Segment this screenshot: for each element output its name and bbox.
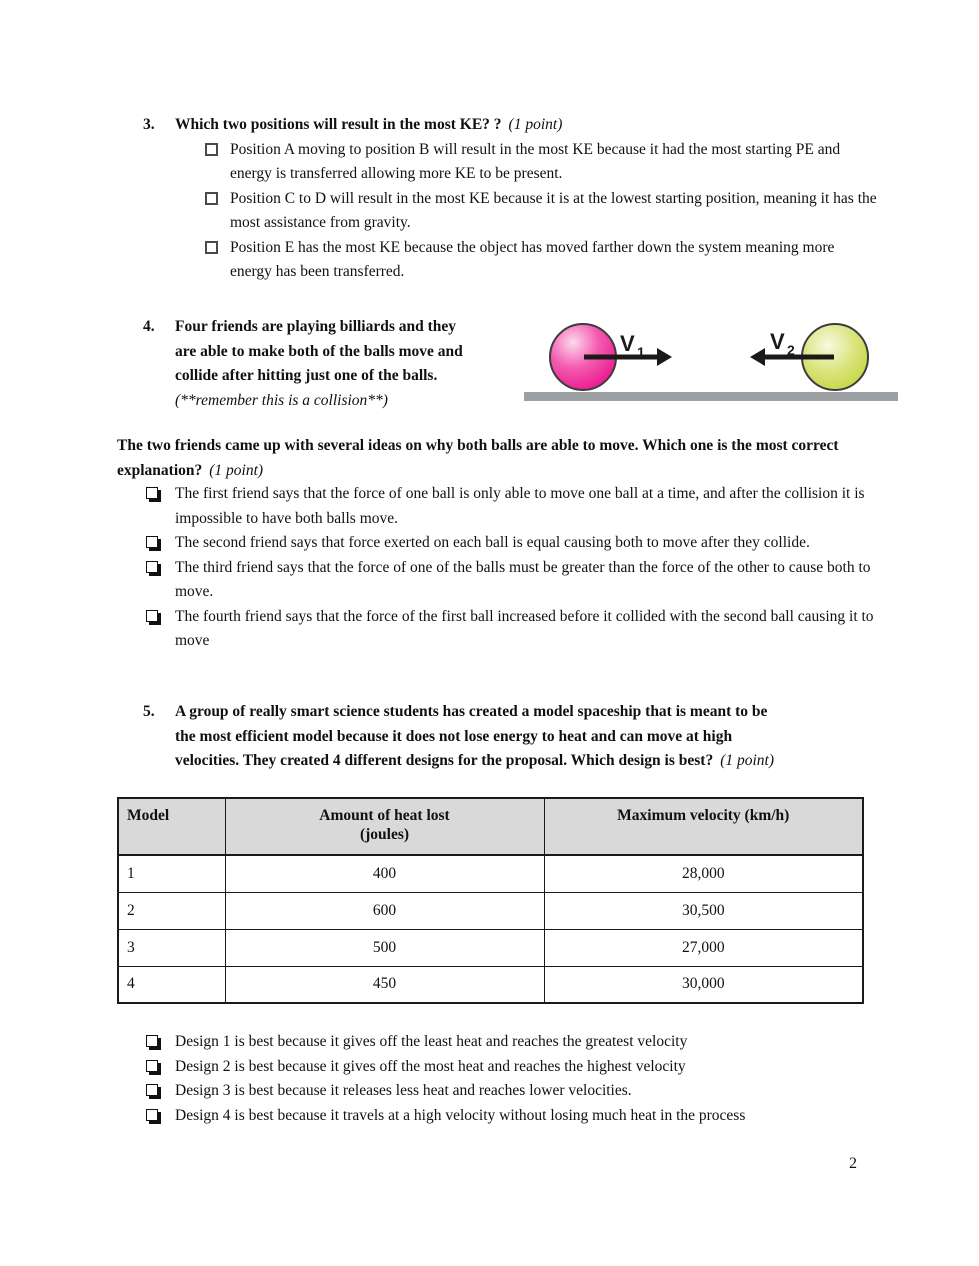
cell-heat: 500 [225, 929, 544, 966]
option-label: The third friend says that the force of one of the balls must be greater than the force of the other to cause both to move. [175, 558, 871, 600]
cell-velocity: 28,000 [544, 855, 863, 892]
answer-option [145, 556, 905, 605]
checkbox[interactable] [146, 487, 158, 499]
checkbox[interactable] [205, 143, 218, 156]
answer-option [205, 236, 879, 285]
answer-option [145, 605, 905, 654]
answer-option [145, 482, 905, 531]
option-label: The fourth friend says that the force of the first ball increased before it collided with the second ball causing it to move [175, 607, 874, 649]
option-label: Position C to D will result in the most KE because it is at the lowest starting position, meaning it has the most assistance from gravity. [230, 189, 877, 231]
cell-velocity: 30,500 [544, 892, 863, 929]
cell-model: 2 [118, 892, 225, 929]
page-number: 2 [849, 1155, 857, 1172]
v1-label: V [620, 331, 635, 356]
question-4-points: (1 point) [209, 461, 264, 479]
cell-heat: 400 [225, 855, 544, 892]
answer-option [145, 1079, 925, 1104]
cell-model: 3 [118, 929, 225, 966]
question-5-options [145, 1030, 925, 1128]
question-3-heading [143, 113, 879, 138]
table-row [118, 966, 863, 1003]
answer-option [205, 138, 879, 187]
answer-option [145, 531, 905, 556]
v1-arrowhead [657, 348, 672, 366]
question-3 [143, 113, 879, 285]
option-label: Position A moving to position B will result in the most KE because it had the most starting PE and energy is transferred allowing more KE to be present. [230, 140, 841, 182]
table-row [118, 929, 863, 966]
question-4-options [145, 482, 905, 654]
answer-option [205, 187, 879, 236]
answer-option [145, 1030, 925, 1055]
question-5-points: (1 point) [720, 752, 775, 769]
option-label: Design 4 is best because it travels at a high velocity without losing much heat in the process [175, 1106, 746, 1124]
header-model: Model [118, 798, 225, 855]
option-label: Design 1 is best because it gives off the least heat and reaches the greatest velocity [175, 1033, 688, 1050]
question-3-number: 3. [143, 116, 155, 133]
question-4-title [175, 315, 463, 413]
cell-model: 4 [118, 966, 225, 1003]
question-4-note: (**remember this is a collision**) [175, 391, 388, 409]
question-5-number: 5. [143, 703, 155, 720]
option-label: The first friend says that the force of one ball is only able to move one ball at a time, and after the collision it is impossible to have both balls move. [175, 485, 865, 527]
cell-velocity: 27,000 [544, 929, 863, 966]
question-3-options [205, 138, 879, 285]
answer-option [145, 1104, 925, 1129]
cell-heat: 600 [225, 892, 544, 929]
question-5-title [175, 700, 774, 774]
checkbox[interactable] [146, 536, 158, 548]
option-label: Design 3 is best because it releases less heat and reaches lower velocities. [175, 1082, 632, 1099]
v2-subscript: 2 [787, 342, 795, 358]
checkbox[interactable] [146, 610, 158, 622]
title-line: velocities. They created 4 different designs for the proposal. Which design is best? (1 point) [175, 752, 775, 769]
checkbox[interactable] [146, 1084, 158, 1096]
v1-subscript: 1 [637, 344, 645, 360]
title-line: Four friends are playing billiards and they [175, 318, 457, 335]
header-velocity: Maximum velocity (km/h) [544, 798, 863, 855]
question-4-number: 4. [143, 318, 155, 335]
option-label: Position E has the most KE because the object has moved farther down the system meaning more energy has been transferred. [230, 238, 835, 280]
checkbox[interactable] [146, 1109, 158, 1121]
table-row [118, 855, 863, 892]
header-heat: Amount of heat lost (joules) [225, 798, 544, 855]
title-line: A group of really smart science students has created a model spaceship that is meant to be [175, 703, 768, 720]
checkbox[interactable] [205, 241, 218, 254]
question-3-title: Which two positions will result in the most KE? ? (1 point) [175, 116, 563, 133]
question-4-prompt-text: The two friends came up with several ideas on why both balls are able to move. Which one is the most correct explanation? [117, 437, 839, 479]
table-surface [524, 392, 898, 401]
title-line: collide after hitting just one of the balls. [175, 367, 438, 384]
question-5 [143, 700, 923, 774]
checkbox[interactable] [146, 1060, 158, 1072]
question-4-prompt [117, 434, 865, 483]
title-line: are able to make both of the balls move and [175, 342, 463, 360]
option-label: Design 2 is best because it gives off the most heat and reaches the highest velocity [175, 1057, 686, 1075]
billiards-figure [524, 315, 904, 403]
answer-option [145, 1055, 925, 1080]
option-label: The second friend says that force exerted on each ball is equal causing both to move after they collide. [175, 534, 810, 551]
table-row [118, 892, 863, 929]
checkbox[interactable] [205, 192, 218, 205]
title-line: the most efficient model because it does not lose energy to heat and can move at high [175, 727, 733, 745]
model-comparison-table [117, 797, 864, 1004]
table-header-row [118, 798, 863, 855]
cell-model: 1 [118, 855, 225, 892]
question-3-points: (1 point) [508, 116, 563, 133]
v2-label: V [770, 329, 785, 354]
checkbox[interactable] [146, 561, 158, 573]
cell-velocity: 30,000 [544, 966, 863, 1003]
checkbox[interactable] [146, 1035, 158, 1047]
cell-heat: 450 [225, 966, 544, 1003]
question-4 [143, 315, 563, 413]
v2-arrowhead [750, 348, 765, 366]
